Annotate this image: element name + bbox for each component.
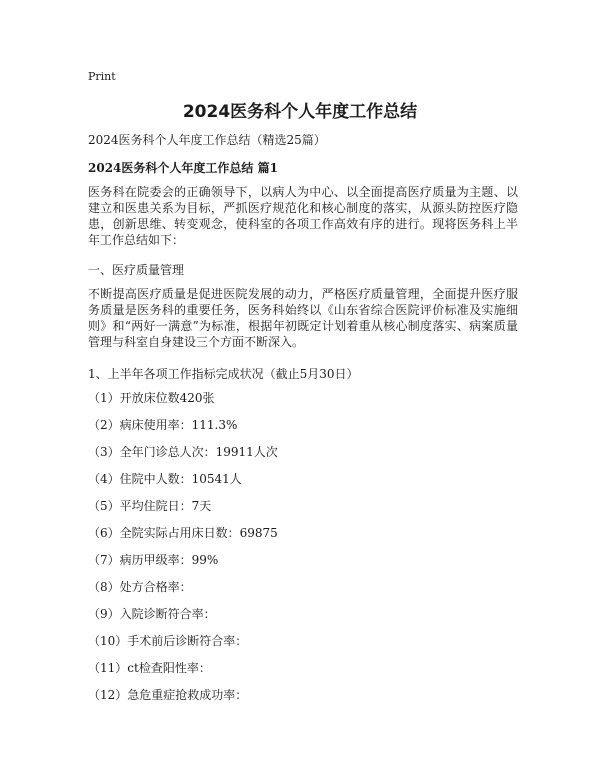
document-title: 2024医务科个人年度工作总结 bbox=[182, 102, 418, 122]
list-item: （11）ct检查阳性率： bbox=[88, 661, 211, 675]
quality-management-heading: 一、医疗质量管理 bbox=[88, 263, 185, 277]
list-item: （3）全年门诊总人次：19911人次 bbox=[88, 445, 278, 459]
list-item: （7）病历甲级率：99% bbox=[88, 553, 219, 567]
document-subtitle: 2024医务科个人年度工作总结（精选25篇） bbox=[88, 133, 326, 147]
intro-paragraph: 医务科在院委会的正确领导下，以病人为中心、以全面提高医疗质量为主题、以建立和医患关系为目标，严抓医疗规范化和核心制度的落实，从源头防控医疗隐患，创新思维、转变观念，使科室的各项工作高效有序的进行。现将医务科上半年工作总结如下： bbox=[88, 185, 518, 247]
list-item: （12）急危重症抢救成功率： bbox=[88, 688, 248, 702]
list-item: （2）病床使用率：111.3% bbox=[88, 418, 238, 432]
quality-paragraph: 不断提高医疗质量是促进医院发展的动力，严格医疗质量管理，全面提升医疗服务质量是医务科的重要任务，医务科始终以《山东省综合医院评价标准及实施细则》和“两好一满意”为标准，根据年初既定计划着重从核心制度落实、病案质量管理与科室自身建设三个方面不断深入。 bbox=[88, 287, 518, 349]
list-item: （8）处方合格率： bbox=[88, 580, 192, 594]
list-item: （9）入院诊断符合率： bbox=[88, 607, 216, 621]
list-item: （5）平均住院日：7天 bbox=[88, 499, 212, 513]
indicators-heading: 1、上半年各项工作指标完成状况（截止5月30日） bbox=[88, 367, 359, 381]
list-item: （10）手术前后诊断符合率： bbox=[88, 634, 248, 648]
list-item: （4）住院中人数：10541人 bbox=[88, 472, 242, 486]
indicator-list bbox=[88, 385, 278, 709]
print-link[interactable]: Print bbox=[88, 70, 116, 83]
list-item: （1）开放床位数420张 bbox=[88, 391, 215, 405]
section-heading: 2024医务科个人年度工作总结 篇1 bbox=[88, 161, 278, 175]
list-item: （6）全院实际占用床日数：69875 bbox=[88, 526, 278, 540]
